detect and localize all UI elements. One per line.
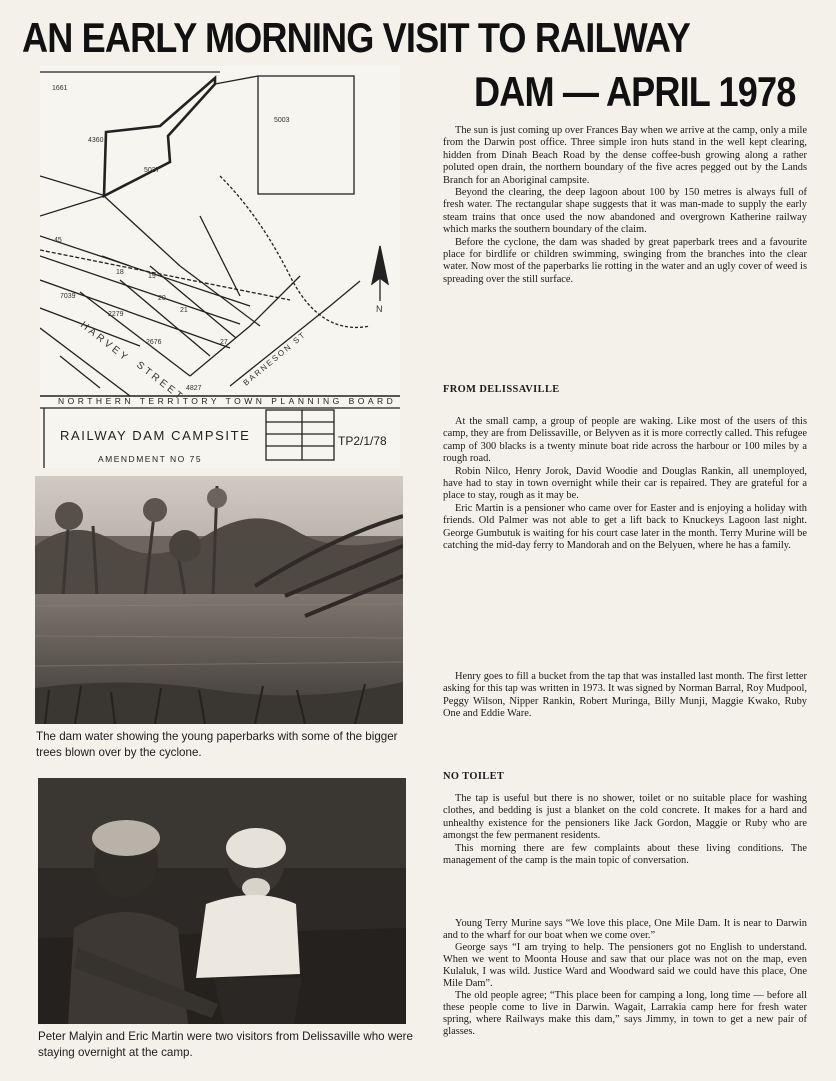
section-tap bbox=[443, 671, 807, 721]
subheading-delissaville: FROM DELISSAVILLE bbox=[443, 384, 560, 395]
planning-board-label: NORTHERN TERRITORY TOWN PLANNING BOARD bbox=[58, 396, 397, 406]
visitors-photo-caption: Peter Malyin and Eric Martin were two visitors from Delissaville who were staying overnight at the camp. bbox=[38, 1030, 413, 1059]
headline-line-2: DAM — APRIL 1978 bbox=[474, 68, 796, 115]
visitors-photo bbox=[38, 778, 406, 1024]
north-label: N bbox=[376, 304, 383, 314]
article-intro bbox=[443, 125, 807, 286]
section-no-toilet-body bbox=[443, 793, 807, 867]
lot-27: 27 bbox=[220, 339, 228, 346]
headline-line-1: AN EARLY MORNING VISIT TO RAILWAY bbox=[22, 14, 691, 61]
article-paragraph: This morning there are few complaints about these living conditions. The management of the camp is the main topic of conversation. bbox=[443, 842, 807, 867]
campsite-map bbox=[40, 66, 400, 468]
lot-45: 45 bbox=[54, 237, 62, 244]
map-drawing bbox=[40, 66, 400, 468]
section-no-toilet bbox=[443, 771, 807, 783]
lot-2676: 2676 bbox=[146, 339, 162, 346]
lot-1661: 1661 bbox=[52, 85, 68, 92]
lot-5003: 5003 bbox=[274, 117, 290, 124]
article-paragraph: At the small camp, a group of people are waking. Like most of the users of this camp, they are from Delissaville, or Belyven as it is more correctly called. This refugee camp of 300 blacks is a twenty minute boat ride across the harbour or 100 miles by a rough road. bbox=[443, 416, 807, 465]
street-harvey: HARVEY bbox=[78, 319, 132, 365]
article-paragraph: The tap is useful but there is no shower, toilet or no suitable place for washing clothes, and bedding is just a blanket on the cold concrete. It makes for a hard and unhealthy existence for the pensioners like Jack Gordon, Maggie or Ruby who are amongst the few permanent residents. bbox=[443, 793, 807, 842]
article-paragraph: Before the cyclone, the dam was shaded by great paperbark trees and a favourite place for birdlife or children swimming, swinging from the branches into the clear water. Now most of the paperbarks lie rotting in the water and an ugly cover of weed is spreading over the still surface. bbox=[443, 236, 807, 285]
article-paragraph: Young Terry Murine says “We love this place, One Mile Dam. It is near to Darwin and to the wharf for our boat when we come over.” bbox=[443, 918, 807, 941]
plan-number: TP2/1/78 bbox=[338, 434, 387, 448]
section-delissaville bbox=[443, 384, 807, 396]
article-paragraph: George says “I am trying to help. The pensioners got no English to understand. When we went to Moonta House and saw that our place was not on the map, even Kulaluk, I was wild. Justice Ward and Woodward said we could have this place, One Mile Dam”. bbox=[443, 942, 807, 989]
article-paragraph: Eric Martin is a pensioner who came over for Easter and is enjoying a holiday with friends. Old Palmer was not able to get a lift back to Knuckeys Lagoon last night. George Gumbutuk is waiting for his court case later in the month. Terry Murine will be catching the mid-day ferry to Mandorah and on the Belyuen, where he has a family. bbox=[443, 502, 807, 552]
campsite-title: RAILWAY DAM CAMPSITE bbox=[60, 428, 251, 443]
article-paragraph: Henry goes to fill a bucket from the tap that was installed last month. The first letter asking for this tap was written in 1973. It was signed by Norman Barral, Roy Mudpool, Peggy Wilson, Nipper Rankin, Robert Muringa, Billy Munji, Maggie Kwako, Ruby One and Eddie Ware. bbox=[443, 671, 807, 720]
lot-4360: 4360 bbox=[88, 137, 104, 144]
street-barneson: BARNESON ST bbox=[241, 329, 309, 388]
article-paragraph: The old people agree; “This place been for camping a long, long time — before all these people come to live in Darwin. Wagait, Larrakia camp here for fresh water spring, where Railways make this dam,” says Jimmy, in town to get a new pair of glasses. bbox=[443, 990, 807, 1037]
lot-2279: 2279 bbox=[108, 311, 124, 318]
article-paragraph: Robin Nilco, Henry Jorok, David Woodie and Douglas Rankin, all unemployed, have had to stay in town overnight while their car is repaired. They are grateful for a place to stay, rough as it may be. bbox=[443, 465, 807, 502]
lot-21: 21 bbox=[180, 307, 188, 314]
lot-4827: 4827 bbox=[186, 385, 202, 392]
article-paragraph: Beyond the clearing, the deep lagoon about 100 by 150 metres is always full of fresh water. The rectangular shape suggests that it was man-made to supply the early steam trains that once used the now abandoned and overgrown Katherine railway which marks the southern boundary of the claim. bbox=[443, 187, 807, 236]
amendment-label: AMENDMENT NO 75 bbox=[98, 454, 203, 464]
article-paragraph: The sun is just coming up over Frances Bay when we arrive at the camp, only a mile from the Darwin post office. Three simple iron huts stand in the well kept clearing, hidden from Dinah Beach Road by the dense coffee-bush growing along a rather poluted open drain, the northern boundary of the five acres pegged out by the Lands Branch for an Aboriginal campsite. bbox=[443, 125, 807, 186]
lot-5027: 5027 bbox=[144, 167, 160, 174]
lot-20: 20 bbox=[158, 295, 166, 302]
street-street: STREET bbox=[134, 359, 187, 404]
dam-photo bbox=[35, 476, 403, 724]
lot-7039: 7039 bbox=[60, 293, 76, 300]
lot-19: 19 bbox=[148, 273, 156, 280]
section-quotes bbox=[443, 918, 807, 1038]
section-delissaville-body bbox=[443, 416, 807, 552]
subheading-no-toilet: NO TOILET bbox=[443, 771, 505, 782]
dam-photo-caption: The dam water showing the young paperbarks with some of the bigger trees blown over by the cyclone. bbox=[36, 730, 398, 759]
lot-18: 18 bbox=[116, 269, 124, 276]
